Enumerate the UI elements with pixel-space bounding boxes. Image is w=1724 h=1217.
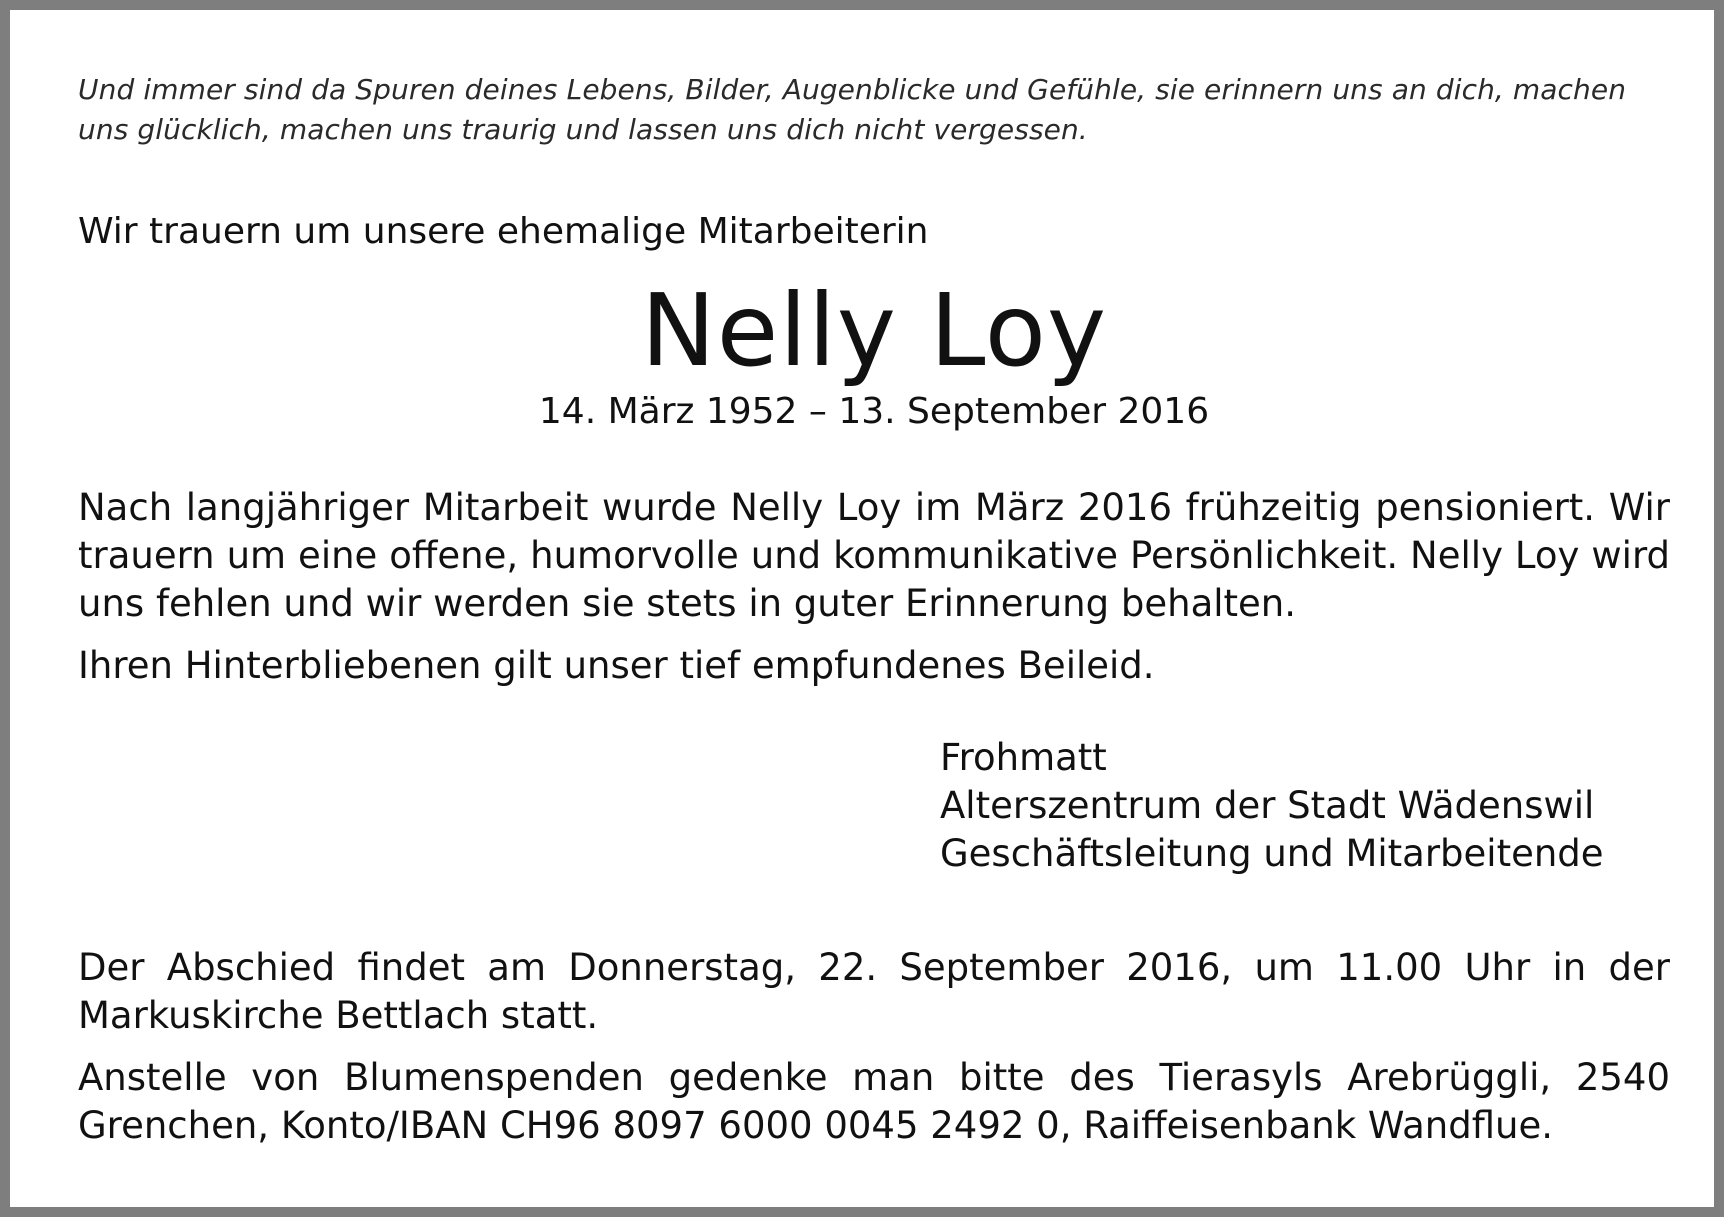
signature-line-1: Frohmatt	[940, 736, 1107, 779]
signature-line-2: Alterszentrum der Stadt Wädenswil	[940, 784, 1595, 827]
obituary-content	[78, 64, 1670, 1150]
signature-block	[940, 734, 1670, 878]
motto-quote: Und immer sind da Spuren deines Lebens, Bilder, Augenblicke und Gefühle, sie erinnern uns an dich, machen uns glücklich, machen uns traurig und lassen uns dich nicht vergessen.	[78, 73, 1627, 146]
signature-line-3: Geschäftsleitung und Mitarbeitende	[940, 832, 1604, 875]
life-dates: 14. März 1952 – 13. September 2016	[538, 391, 1210, 432]
farewell-paragraph: Der Abschied findet am Donnerstag, 22. September 2016, um 11.00 Uhr in der Markuskirche Bettlach statt.	[78, 946, 1670, 1037]
condolence-line: Ihren Hinterbliebenen gilt unser tief empfundenes Beileid.	[78, 644, 1155, 687]
donation-paragraph: Anstelle von Blumenspenden gedenke man bitte des Tierasyls Arebrüggli, 2540 Grenchen, Konto/IBAN CH96 8097 6000 0045 2492 0, Raiffeisenbank Wandflue.	[78, 1056, 1670, 1147]
deceased-name: Nelly Loy	[640, 272, 1108, 389]
tribute-paragraph: Nach langjähriger Mitarbeit wurde Nelly Loy im März 2016 frühzeitig pensioniert. Wir trauern um eine offene, humorvolle und kommunikative Persönlichkeit. Nelly Loy wird uns fehlen und wir werden sie stets in guter Erinnerung behalten.	[78, 486, 1670, 625]
intro-line: Wir trauern um unsere ehemalige Mitarbeiterin	[78, 211, 929, 252]
